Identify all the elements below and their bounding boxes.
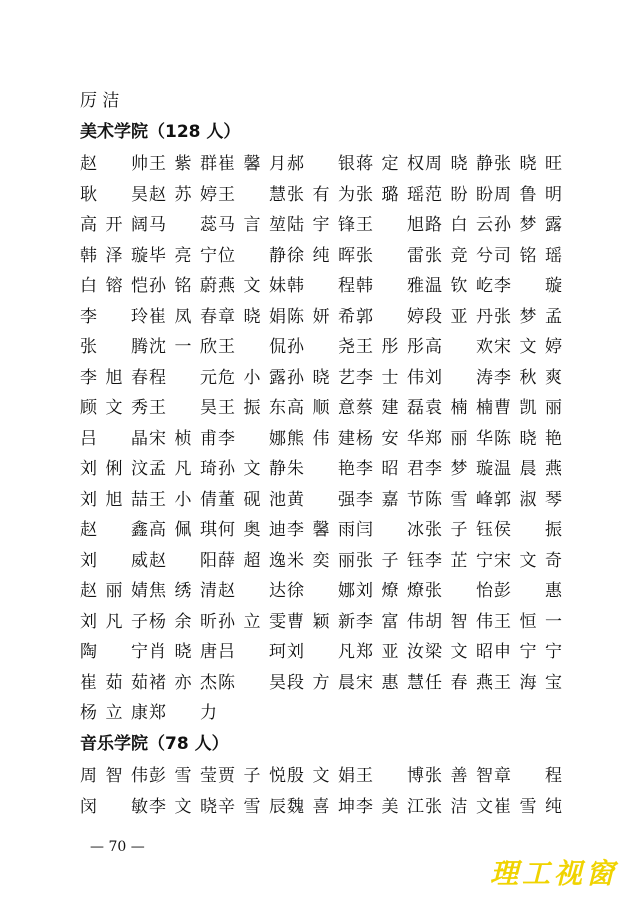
student-name: 米奕丽: [287, 550, 355, 571]
student-name: 张子钰: [425, 520, 493, 540]
student-name: 李富伟: [356, 611, 424, 632]
student-name: 张竞兮: [425, 245, 493, 266]
student-name: 马 蕊: [149, 215, 217, 235]
student-name: 李芷宁: [425, 550, 493, 571]
student-name: 梁文昭: [425, 642, 493, 662]
student-name: 陈晓艳: [494, 428, 562, 449]
student-name: 张梦孟: [494, 306, 562, 327]
student-name: 王彤彤: [356, 337, 424, 357]
student-name: 王 慧: [218, 184, 286, 205]
student-name: 李 玲: [80, 306, 148, 327]
student-name: 赵 鑫: [80, 520, 148, 540]
student-name: 宋桢甫: [149, 428, 217, 449]
student-name: 张 腾: [80, 337, 148, 357]
student-name: 黄 强: [287, 489, 355, 510]
student-name: 张璐瑶: [356, 184, 424, 205]
student-name: 段亚丹: [425, 306, 493, 327]
student-name: 张子钰: [356, 550, 424, 571]
student-name: 韩 程: [287, 276, 355, 296]
student-name: 郭 婷: [356, 306, 424, 327]
student-name: 孙梦露: [494, 215, 562, 235]
student-name: 张 雷: [356, 245, 424, 266]
student-name: 张洁文: [425, 796, 493, 817]
student-name: 白镕恺: [80, 276, 148, 296]
student-name: 吕 珂: [218, 642, 286, 662]
student-name: 郑 力: [149, 703, 217, 723]
student-name: 陈雪峰: [425, 489, 493, 510]
student-name: 吕 晶: [80, 428, 148, 449]
name-row: [80, 333, 560, 361]
student-name: 崔雪纯: [494, 796, 562, 817]
name-row: [80, 669, 560, 697]
student-name: 段方晨: [287, 672, 355, 693]
student-name: 崔馨月: [218, 154, 286, 174]
name-row: [80, 425, 560, 453]
student-name: 赵 帅: [80, 154, 148, 174]
student-name: 闫 冰: [356, 520, 424, 540]
student-name: 章晓娟: [218, 306, 286, 327]
name-row: [80, 547, 560, 575]
name-row: [80, 364, 560, 392]
student-name: 毕亮宁: [149, 245, 217, 266]
student-name: 闵 敏: [80, 796, 148, 817]
student-name: 章 程: [494, 766, 562, 786]
name-row: [80, 638, 560, 666]
student-name: 蒋定权: [356, 154, 424, 174]
student-name: 徐 娜: [287, 581, 355, 601]
student-name: 李旭春: [80, 367, 148, 388]
student-name: 李秋爽: [494, 367, 562, 388]
name-row: [80, 608, 560, 636]
name-row: [80, 181, 560, 209]
student-name: 范盼盼: [425, 184, 493, 205]
student-name: 王 昊: [149, 398, 217, 418]
student-name: 孙晓艺: [287, 367, 355, 388]
student-name: 燕文妹: [218, 276, 286, 296]
student-name: 赵 达: [218, 581, 286, 601]
name-row: [80, 211, 560, 239]
student-name: 郭淑琴: [494, 489, 562, 510]
student-name: 徐纯晖: [287, 245, 355, 266]
student-name: 路白云: [425, 215, 493, 235]
student-name: 任春燕: [425, 672, 493, 693]
name-row: [80, 394, 560, 422]
page-number: — 70 —: [90, 839, 145, 855]
student-name: 贾子悦: [218, 766, 286, 786]
student-name: 褚亦杰: [149, 672, 217, 693]
student-name: 李昭君: [356, 459, 424, 479]
student-name: 杨安华: [356, 428, 424, 449]
name-row: [80, 272, 560, 300]
student-name: 马言堃: [218, 215, 286, 235]
student-name: 刘 涛: [425, 367, 493, 388]
name-row: [80, 486, 560, 514]
student-name: 曹颖新: [287, 611, 355, 632]
student-name: 郑丽华: [425, 428, 493, 449]
student-name: 辛雪辰: [218, 796, 286, 817]
student-name: 李文晓: [149, 796, 217, 817]
watermark: 理工视窗: [490, 857, 619, 890]
student-name: 郝 银: [287, 154, 355, 174]
student-name: 王小倩: [149, 489, 217, 510]
student-name: 彭雪莹: [149, 766, 217, 786]
student-name: 赵 阳: [149, 550, 217, 571]
name-row: [80, 455, 560, 483]
carryover-name-line: 厉 洁: [80, 91, 120, 111]
name-row: [80, 242, 560, 270]
student-name: 赵丽婧: [80, 581, 148, 601]
student-name: 李嘉节: [356, 489, 424, 510]
student-name: 李 娜: [218, 428, 286, 449]
student-name: 孙文静: [218, 459, 286, 479]
name-row: [80, 150, 560, 178]
student-name: 温晨燕: [494, 459, 562, 479]
student-name: 司铭瑶: [494, 245, 562, 266]
student-name: 孟凡琦: [149, 459, 217, 479]
student-name: 焦绣清: [149, 581, 217, 601]
student-name: 崔茹茹: [80, 672, 148, 693]
student-name: 赵苏婷: [149, 184, 217, 205]
student-name: 王 旭: [356, 215, 424, 235]
name-row: [80, 793, 560, 821]
student-name: 蔡建磊: [356, 398, 424, 418]
section-title: 美术学院（128 人）: [80, 121, 241, 142]
student-name: 韩泽璇: [80, 245, 148, 266]
student-name: 王 侃: [218, 337, 286, 357]
student-name: 王紫群: [149, 154, 217, 174]
student-name: 李馨雨: [287, 520, 355, 540]
student-name: 朱 艳: [287, 459, 355, 479]
student-name: 王海宝: [494, 672, 562, 693]
student-name: 高 欢: [425, 337, 493, 357]
student-name: 侯 振: [494, 520, 562, 540]
student-name: 宋惠慧: [356, 672, 424, 693]
student-name: 高顺意: [287, 398, 355, 418]
student-name: 张晓旺: [494, 154, 562, 174]
student-name: 熊伟建: [287, 428, 355, 449]
student-name: 袁楠楠: [425, 398, 493, 418]
student-name: 孙 尧: [287, 337, 355, 357]
student-name: 王恒一: [494, 611, 562, 632]
student-name: 孙铭蔚: [149, 276, 217, 296]
student-name: 崔凤春: [149, 306, 217, 327]
student-name: 陈 昊: [218, 672, 286, 693]
student-name: 周鲁明: [494, 184, 562, 205]
student-name: 郑亚汝: [356, 642, 424, 662]
name-row: [80, 577, 560, 605]
student-name: 危小露: [218, 367, 286, 388]
student-name: 刘凡子: [80, 611, 148, 632]
student-name: 程 元: [149, 367, 217, 388]
student-name: 王振东: [218, 398, 286, 418]
student-name: 温钦屹: [425, 276, 493, 296]
student-name: 韩 雅: [356, 276, 424, 296]
student-name: 王 博: [356, 766, 424, 786]
student-name: 杨立康: [80, 703, 148, 723]
section-title: 音乐学院（78 人）: [80, 733, 229, 754]
name-row: [80, 699, 560, 727]
student-name: 周晓静: [425, 154, 493, 174]
student-name: 张善智: [425, 766, 493, 786]
student-name: 彭 惠: [494, 581, 562, 601]
student-name: 殷文娟: [287, 766, 355, 786]
name-row: [80, 516, 560, 544]
name-row: [80, 303, 560, 331]
student-name: 申宁宁: [494, 642, 562, 662]
student-name: 宋文奇: [494, 550, 562, 571]
student-name: 李 璇: [494, 276, 562, 296]
student-name: 魏喜坤: [287, 796, 355, 817]
student-name: 肖晓唐: [149, 642, 217, 662]
student-name: 耿 昊: [80, 184, 148, 205]
student-name: 胡智伟: [425, 611, 493, 632]
student-name: 李梦璇: [425, 459, 493, 479]
student-name: 刘燎燎: [356, 581, 424, 601]
student-name: 刘俐汶: [80, 459, 148, 479]
student-name: 周智伟: [80, 766, 148, 786]
student-name: 曹凯丽: [494, 398, 562, 418]
student-name: 高开阔: [80, 215, 148, 235]
student-name: 沈一欣: [149, 337, 217, 357]
student-name: 宋文婷: [494, 337, 562, 357]
student-name: 杨余昕: [149, 611, 217, 632]
student-name: 刘 威: [80, 550, 148, 571]
student-name: 陈妍希: [287, 306, 355, 327]
student-name: 李美江: [356, 796, 424, 817]
student-name: 张 怡: [425, 581, 493, 601]
name-row: [80, 762, 560, 790]
student-name: 顾文秀: [80, 398, 148, 418]
student-name: 刘旭喆: [80, 489, 148, 510]
student-name: 陶 宁: [80, 642, 148, 662]
student-name: 薛超逸: [218, 550, 286, 571]
student-name: 陆宇锋: [287, 215, 355, 235]
student-name: 高佩琪: [149, 520, 217, 540]
student-name: 位 静: [218, 245, 286, 266]
student-name: 董砚池: [218, 489, 286, 510]
student-name: 张有为: [287, 184, 355, 205]
student-name: 刘 凡: [287, 642, 355, 662]
student-name: 李士伟: [356, 367, 424, 388]
student-name: 何奥迪: [218, 520, 286, 540]
student-name: 孙立雯: [218, 611, 286, 632]
